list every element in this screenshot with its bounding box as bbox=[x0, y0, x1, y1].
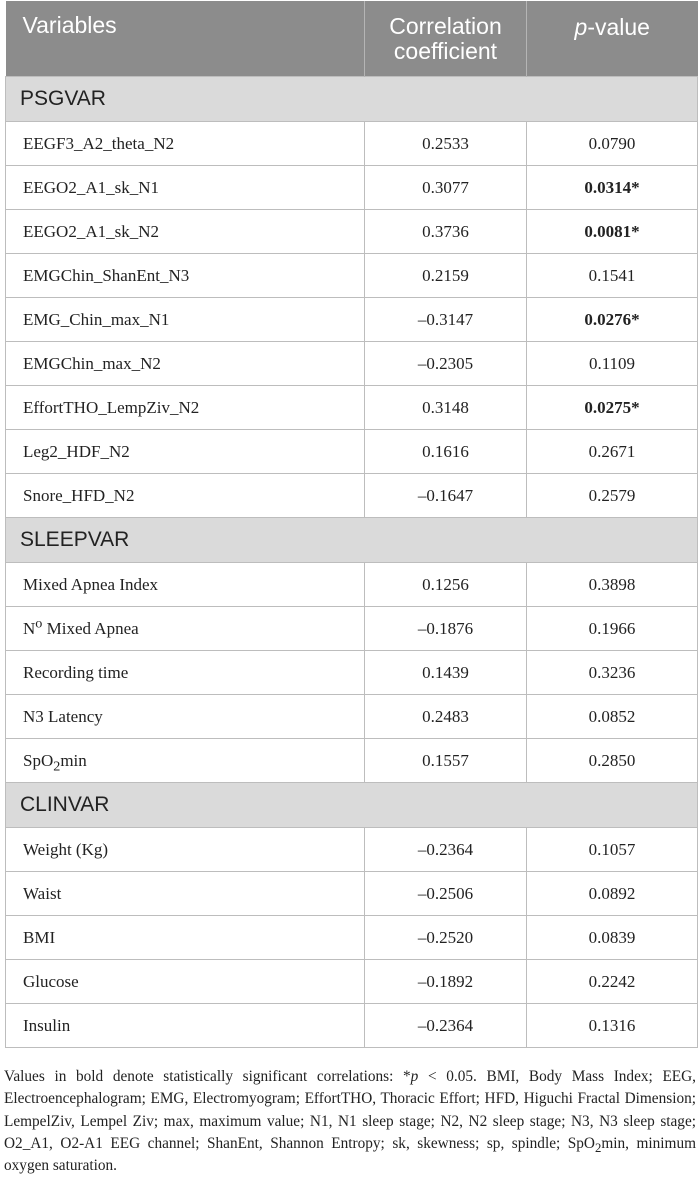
header-p-suffix: -value bbox=[587, 14, 650, 40]
variable-name-cell: BMI bbox=[6, 916, 365, 960]
p-value-cell: 0.1057 bbox=[527, 828, 698, 872]
correlation-coefficient-cell: 0.2533 bbox=[365, 122, 527, 166]
table-row bbox=[6, 607, 698, 651]
correlation-coefficient-cell: 0.3077 bbox=[365, 166, 527, 210]
variable-name-cell: Waist bbox=[6, 872, 365, 916]
p-value-cell: 0.0839 bbox=[527, 916, 698, 960]
p-value-cell: 0.0852 bbox=[527, 695, 698, 739]
correlation-coefficient-cell: 0.3148 bbox=[365, 386, 527, 430]
correlation-coefficient-cell: –0.2305 bbox=[365, 342, 527, 386]
footnote-p-italic: p bbox=[410, 1068, 419, 1085]
variable-name-cell: EMG_Chin_max_N1 bbox=[6, 298, 365, 342]
table-row bbox=[6, 386, 698, 430]
p-value-cell: 0.2242 bbox=[527, 960, 698, 1004]
header-p-value bbox=[527, 1, 698, 77]
p-value-cell: 0.2671 bbox=[527, 430, 698, 474]
footnote-text-2: < 0.05. BMI, Body Mass Index; EEG, Electroencephalogram; EMG, Electromyogram; EffortTHO, Thoracic Effort; HFD, Higuchi Fractal Dimension; LempelZiv, Lempel Ziv; max, maximum value; N1, N1 sleep stage; N2, N2 sleep stage; N3, N3 sleep stage; O2_A1, O2-A1 EEG channel; ShanEnt, Shannon Entropy; sk, skewness; sp, spindle; SpO bbox=[4, 1068, 696, 1152]
variable-name-cell: EEGO2_A1_sk_N1 bbox=[6, 166, 365, 210]
variable-name-cell: Insulin bbox=[6, 1004, 365, 1048]
table-footnote bbox=[4, 1066, 696, 1177]
variable-name-cell: EffortTHO_LempZiv_N2 bbox=[6, 386, 365, 430]
p-value-cell: 0.1541 bbox=[527, 254, 698, 298]
correlation-coefficient-cell: –0.2506 bbox=[365, 872, 527, 916]
correlation-table bbox=[5, 1, 698, 1048]
table-row bbox=[6, 166, 698, 210]
p-value-cell: 0.2579 bbox=[527, 474, 698, 518]
table-row bbox=[6, 122, 698, 166]
variable-name-part: Mixed Apnea bbox=[42, 618, 139, 638]
p-value-cell-significant: 0.0276* bbox=[527, 298, 698, 342]
variable-name-part: min bbox=[60, 750, 87, 770]
table-row bbox=[6, 474, 698, 518]
table-row bbox=[6, 739, 698, 783]
table-row bbox=[6, 342, 698, 386]
p-value-cell-significant: 0.0081* bbox=[527, 210, 698, 254]
variable-name-cell bbox=[6, 607, 365, 651]
correlation-coefficient-cell: 0.2483 bbox=[365, 695, 527, 739]
correlation-coefficient-cell: 0.1557 bbox=[365, 739, 527, 783]
header-correlation-coefficient: Correlation coefficient bbox=[365, 1, 527, 77]
p-value-cell: 0.3898 bbox=[527, 563, 698, 607]
table-row bbox=[6, 210, 698, 254]
variable-name-cell bbox=[6, 739, 365, 783]
correlation-coefficient-cell: 0.1439 bbox=[365, 651, 527, 695]
table-row bbox=[6, 563, 698, 607]
section-title: PSGVAR bbox=[6, 77, 698, 122]
variable-name-cell: EMGChin_ShanEnt_N3 bbox=[6, 254, 365, 298]
table-body bbox=[6, 77, 698, 1048]
p-value-cell: 0.3236 bbox=[527, 651, 698, 695]
variable-name-cell: Glucose bbox=[6, 960, 365, 1004]
p-value-cell-significant: 0.0314* bbox=[527, 166, 698, 210]
correlation-coefficient-cell: –0.1647 bbox=[365, 474, 527, 518]
variable-name-cell: EMGChin_max_N2 bbox=[6, 342, 365, 386]
section-title: SLEEPVAR bbox=[6, 518, 698, 563]
table-row bbox=[6, 960, 698, 1004]
correlation-coefficient-cell: 0.2159 bbox=[365, 254, 527, 298]
correlation-coefficient-cell: –0.2364 bbox=[365, 828, 527, 872]
correlation-coefficient-cell: –0.3147 bbox=[365, 298, 527, 342]
table-row bbox=[6, 298, 698, 342]
table-row bbox=[6, 1004, 698, 1048]
table-row bbox=[6, 872, 698, 916]
section-header-row bbox=[6, 77, 698, 122]
p-value-cell: 0.2850 bbox=[527, 739, 698, 783]
variable-name-part: o bbox=[35, 614, 43, 631]
correlation-coefficient-cell: 0.1256 bbox=[365, 563, 527, 607]
table-header bbox=[6, 1, 698, 77]
footnote-text-3: min, minimum oxygen saturation. bbox=[4, 1134, 697, 1175]
variable-name-cell: Mixed Apnea Index bbox=[6, 563, 365, 607]
variable-name-cell: N3 Latency bbox=[6, 695, 365, 739]
p-value-cell: 0.1109 bbox=[527, 342, 698, 386]
p-value-cell: 0.1966 bbox=[527, 607, 698, 651]
p-value-cell: 0.0790 bbox=[527, 122, 698, 166]
variable-name-part: 2 bbox=[53, 757, 61, 774]
correlation-coefficient-cell: 0.1616 bbox=[365, 430, 527, 474]
variable-name-cell: EEGO2_A1_sk_N2 bbox=[6, 210, 365, 254]
p-value-cell: 0.1316 bbox=[527, 1004, 698, 1048]
variable-name-cell: Weight (Kg) bbox=[6, 828, 365, 872]
table-row bbox=[6, 651, 698, 695]
header-p-italic: p bbox=[574, 14, 588, 40]
variable-name-cell: Recording time bbox=[6, 651, 365, 695]
variable-name-part: N bbox=[23, 618, 36, 638]
table-row bbox=[6, 916, 698, 960]
variable-name-cell: EEGF3_A2_theta_N2 bbox=[6, 122, 365, 166]
section-header-row bbox=[6, 518, 698, 563]
section-header-row bbox=[6, 783, 698, 828]
header-variables: Variables bbox=[6, 1, 365, 77]
p-value-cell-significant: 0.0275* bbox=[527, 386, 698, 430]
footnote-subscript: 2 bbox=[594, 1140, 602, 1155]
p-value-cell: 0.0892 bbox=[527, 872, 698, 916]
table-row bbox=[6, 695, 698, 739]
table-row bbox=[6, 254, 698, 298]
variable-name-part: SpO bbox=[23, 750, 54, 770]
table-row bbox=[6, 430, 698, 474]
variable-name-cell: Leg2_HDF_N2 bbox=[6, 430, 365, 474]
section-title: CLINVAR bbox=[6, 783, 698, 828]
correlation-coefficient-cell: –0.2520 bbox=[365, 916, 527, 960]
variable-name-cell: Snore_HFD_N2 bbox=[6, 474, 365, 518]
correlation-coefficient-cell: 0.3736 bbox=[365, 210, 527, 254]
correlation-coefficient-cell: –0.2364 bbox=[365, 1004, 527, 1048]
correlation-coefficient-cell: –0.1892 bbox=[365, 960, 527, 1004]
table-row bbox=[6, 828, 698, 872]
correlation-coefficient-cell: –0.1876 bbox=[365, 607, 527, 651]
footnote-text-1: Values in bold denote statistically significant correlations: * bbox=[4, 1068, 411, 1085]
